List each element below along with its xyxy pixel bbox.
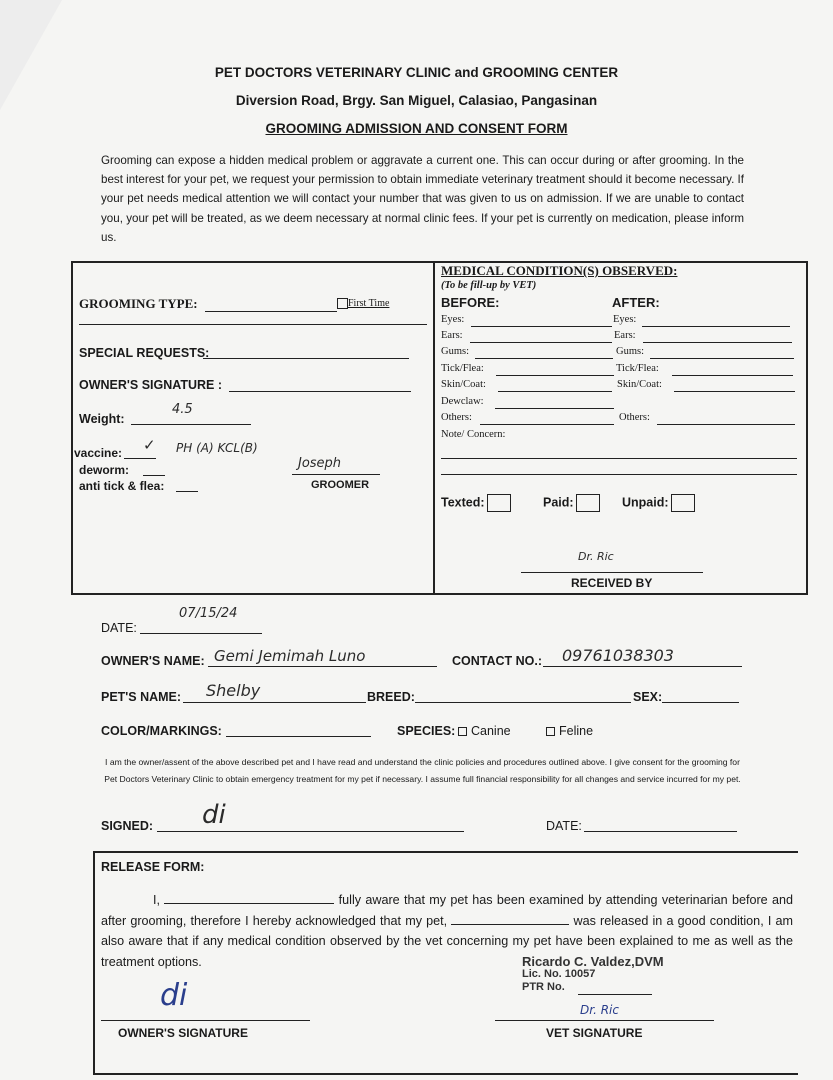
special-requests-label: SPECIAL REQUESTS: [79, 346, 210, 360]
received-by-label: RECEIVED BY [571, 576, 653, 590]
owner-name-line[interactable] [208, 666, 437, 667]
unpaid-label: Unpaid: [622, 495, 669, 510]
weight-value: 4.5 [172, 402, 193, 417]
deworm-label: deworm: [79, 463, 130, 477]
pet-name-line[interactable] [183, 702, 366, 703]
after-eyes-line[interactable] [642, 326, 790, 327]
species-feline-option[interactable] [546, 724, 593, 738]
vet-stamp-name: Ricardo C. Valdez,DVM [522, 954, 664, 969]
contact-line[interactable] [543, 666, 742, 667]
before-dewclaw-label: Dewclaw: [441, 396, 484, 407]
release-owner-line[interactable] [164, 903, 334, 904]
groomer-label: GROOMER [311, 479, 370, 491]
species-canine-option[interactable] [458, 724, 511, 738]
paid-label: Paid: [543, 495, 574, 510]
before-tick-label: Tick/Flea: [441, 363, 484, 374]
before-label: BEFORE: [441, 295, 500, 310]
groomer-line[interactable] [292, 474, 380, 475]
note-label: Note/ Concern: [441, 429, 506, 440]
texted-label: Texted: [441, 495, 485, 510]
before-gums-label: Gums: [441, 346, 470, 357]
after-gums-label: Gums: [616, 346, 645, 357]
canine-checkbox[interactable] [458, 727, 467, 736]
date-line[interactable] [140, 633, 262, 634]
vaccine-label: vaccine: [74, 446, 123, 460]
consent-text: I am the owner/assent of the above described pet and I have read and understand the clinic policies and procedures outlined above. I give consent for the grooming for Pet Doctors Veterinary Clinic to obtain emergency treatment for my pet if necessary. I assume full financial responsibility for all changes and service incurred for my pet. [104, 757, 741, 784]
owner-name-value: Gemi Jemimah Luno [214, 647, 366, 665]
vet-stamp-ptr: PTR No. [522, 981, 565, 993]
paid-option[interactable] [543, 494, 600, 512]
medical-condition-subtitle: (To be fill-up by VET) [441, 280, 537, 291]
after-eyes-label: Eyes: [613, 314, 637, 325]
before-skin-line[interactable] [498, 391, 612, 392]
first-time-label: First Time [348, 298, 390, 309]
signed-line[interactable] [157, 831, 464, 832]
anti-tick-line[interactable] [176, 491, 198, 492]
date-label: DATE: [101, 621, 137, 635]
paid-checkbox[interactable] [576, 494, 600, 512]
before-gums-line[interactable] [475, 358, 613, 359]
before-eyes-label: Eyes: [441, 314, 465, 325]
anti-tick-label: anti tick & flea: [79, 479, 165, 493]
unpaid-option[interactable] [622, 494, 695, 512]
grooming-type-label: GROOMING TYPE: [79, 296, 198, 311]
medical-condition-title: MEDICAL CONDITION(S) OBSERVED: [441, 263, 678, 278]
after-tick-label: Tick/Flea: [616, 363, 659, 374]
note-line-2[interactable] [441, 474, 797, 475]
note-line-1[interactable] [441, 458, 797, 459]
after-ears-label: Ears: [614, 330, 636, 341]
sex-label: SEX: [633, 690, 663, 704]
contact-label: CONTACT NO.: [452, 654, 543, 668]
texted-option[interactable] [441, 494, 511, 512]
first-time-checkbox[interactable] [337, 298, 348, 309]
release-pet-line[interactable] [451, 924, 569, 925]
special-requests-line[interactable] [203, 358, 409, 359]
consent-date-label: DATE: [546, 819, 582, 833]
vaccine-check: ✓ [143, 436, 156, 454]
clinic-name: PET DOCTORS VETERINARY CLINIC and GROOMING CENTER [214, 65, 619, 80]
unpaid-checkbox[interactable] [671, 494, 695, 512]
canine-label: Canine [471, 724, 511, 738]
owner-signature-label: OWNER'S SIGNATURE : [79, 378, 223, 392]
release-owner-signature-label: OWNER'S SIGNATURE [118, 1026, 248, 1040]
received-line[interactable] [521, 572, 703, 573]
release-title: RELEASE FORM: [101, 860, 205, 874]
vaccine-value: PH (A) KCL(B) [176, 441, 258, 455]
release-text [101, 890, 793, 972]
color-label: COLOR/MARKINGS: [101, 724, 222, 738]
after-tick-line[interactable] [672, 375, 793, 376]
clinic-address: Diversion Road, Brgy. San Miguel, Calasiao, Pangasinan [235, 93, 598, 108]
release-text-3: was released in a good condition, I am also aware that if any medical condition observed by the vet concerning my pet have been explained to me as well as the treatment options. [101, 913, 793, 969]
release-owner-signature-line[interactable] [101, 1020, 310, 1021]
release-text-1: I, [153, 893, 160, 907]
before-skin-label: Skin/Coat: [441, 379, 486, 390]
pet-name-label: PET'S NAME: [101, 690, 182, 704]
box-divider [433, 261, 435, 594]
pet-name-value: Shelby [206, 681, 261, 700]
after-skin-line[interactable] [674, 391, 795, 392]
form-title: GROOMING ADMISSION AND CONSENT FORM [265, 121, 568, 136]
vet-signature-label: VET SIGNATURE [546, 1026, 643, 1040]
owner-name-label: OWNER'S NAME: [101, 654, 205, 668]
signed-value: di [202, 800, 226, 830]
breed-label: BREED: [367, 690, 415, 704]
species-label: SPECIES: [397, 724, 456, 738]
texted-checkbox[interactable] [487, 494, 511, 512]
breed-line[interactable] [415, 702, 631, 703]
owner-signature-value: di [160, 978, 188, 1013]
after-others-line[interactable] [657, 424, 795, 425]
deworm-line[interactable] [143, 475, 165, 476]
grooming-type-line-2[interactable] [79, 324, 427, 325]
vaccine-line[interactable] [124, 458, 156, 459]
feline-label: Feline [559, 724, 594, 738]
grooming-type-line[interactable] [205, 311, 337, 312]
feline-checkbox[interactable] [546, 727, 555, 736]
after-ears-line[interactable] [643, 342, 792, 343]
before-tick-line[interactable] [496, 375, 614, 376]
contact-value: 09761038303 [562, 646, 674, 665]
date-value: 07/15/24 [179, 606, 238, 621]
consent-date-line[interactable] [584, 831, 737, 832]
vet-signature-line[interactable] [495, 1020, 714, 1021]
before-ears-line[interactable] [470, 342, 612, 343]
vet-stamp-lic: Lic. No. 10057 [522, 968, 596, 980]
before-dewclaw-line[interactable] [495, 408, 614, 409]
weight-label: Weight: [79, 412, 125, 426]
weight-line[interactable] [131, 424, 251, 425]
after-skin-label: Skin/Coat: [617, 379, 662, 390]
vet-signature-value: Dr. Ric [580, 1003, 619, 1017]
vet-ptr-line[interactable] [578, 994, 652, 995]
received-signature: Dr. Ric [578, 550, 614, 563]
signed-label: SIGNED: [101, 819, 154, 833]
release-text-2: fully aware that my pet has been examined by attending veterinarian before and after grooming, therefore I hereby acknowledged that my pet, [101, 893, 794, 928]
groomer-signature: Joseph [298, 456, 342, 471]
owner-signature-line[interactable] [229, 391, 411, 392]
after-others-label: Others: [619, 412, 650, 423]
intro-paragraph: Grooming can expose a hidden medical problem or aggravate a current one. This can occur during or after grooming. In the best interest for your pet, we request your permission to obtain immediate veterinary treatment should it become necessary. If your pet needs medical attention we will contact your number that was given to us on admission. If we are unable to contact you, your pet will be treated, as we deem necessary at normal clinic fees. If your pet is currently on medication, please inform us. [101, 154, 744, 244]
before-ears-label: Ears: [441, 330, 463, 341]
before-others-line[interactable] [480, 424, 614, 425]
before-others-label: Others: [441, 412, 472, 423]
before-eyes-line[interactable] [471, 326, 612, 327]
sex-line[interactable] [662, 702, 739, 703]
after-label: AFTER: [612, 295, 660, 310]
color-line[interactable] [226, 736, 371, 737]
after-gums-line[interactable] [650, 358, 794, 359]
